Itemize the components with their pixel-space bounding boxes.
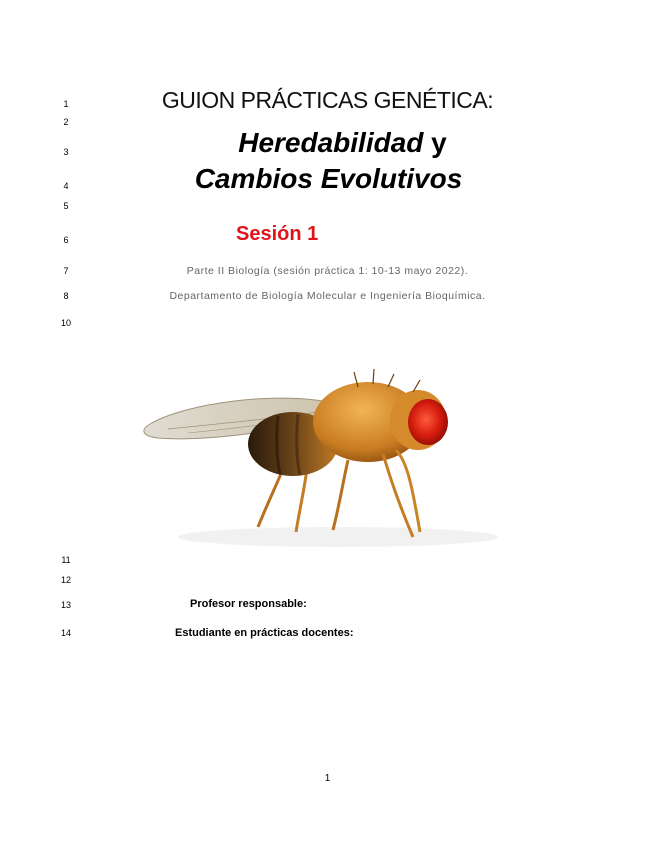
subtitle-main: Heredabilidad [238,127,424,158]
subtitle-line-1 [0,127,655,159]
line-number: 14 [60,628,71,638]
subtitle-line-2: Cambios Evolutivos [194,163,463,194]
student-label: Estudiante en prácticas docentes: [175,627,354,639]
line-number: 11 [61,555,71,565]
subtitle-connector: y [423,127,447,158]
line-number: 3 [63,147,69,157]
line-number: 1 [63,99,69,109]
professor-label: Profesor responsable: [190,598,307,610]
document-title: GUION PRÁCTICAS GENÉTICA: [161,87,494,113]
line-number: 12 [60,575,71,585]
line-number: 10 [60,318,71,328]
line-number: 5 [63,201,69,211]
line-number: 8 [63,291,69,301]
session-heading: Sesión 1 [236,223,319,245]
page-number: 1 [324,773,331,784]
line-number: 4 [63,181,69,191]
fruit-fly-image [128,332,534,560]
line-number: 7 [63,266,69,276]
line-number: 6 [63,235,69,245]
department-info: Departamento de Biología Molecular e Ingeniería Bioquímica. [169,290,486,302]
course-info: Parte II Biología (sesión práctica 1: 10-13 mayo 2022). [186,265,469,277]
line-number: 2 [63,117,69,127]
line-number: 13 [60,600,71,610]
